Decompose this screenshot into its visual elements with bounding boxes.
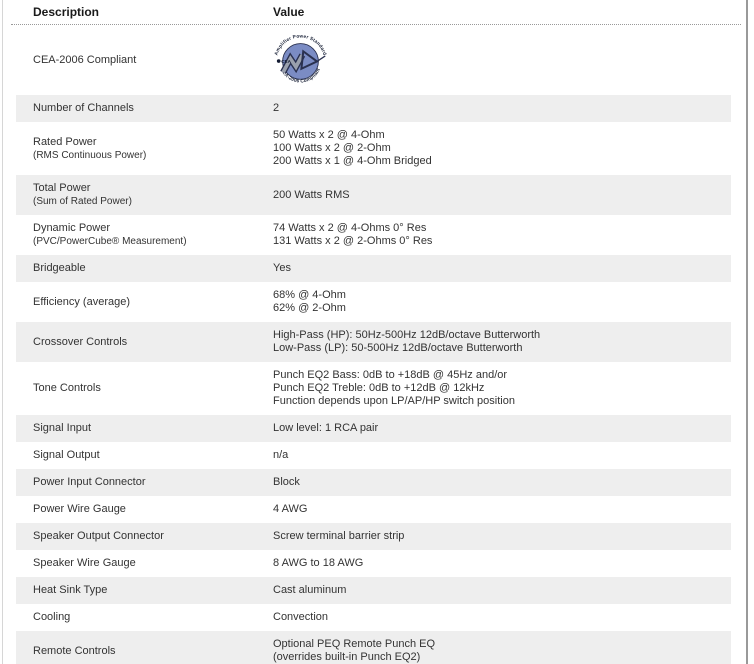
spec-value-line: 50 Watts x 2 @ 4-Ohm (273, 129, 385, 141)
spec-label-cell (16, 222, 273, 248)
spec-value-cell (273, 329, 731, 355)
spec-value-cell (273, 222, 731, 248)
spec-value-line: Yes (273, 262, 291, 274)
spec-value-line: Optional PEQ Remote Punch EQ (273, 638, 436, 650)
spec-label: Total Power (33, 182, 91, 194)
logo-top-arc-text: Amplifier Power Standard (274, 34, 327, 57)
spec-label: Bridgeable (33, 262, 86, 274)
spec-label-cell (16, 382, 273, 395)
spec-label-cell (16, 136, 273, 162)
table-row (16, 175, 731, 215)
spec-label: Crossover Controls (33, 335, 128, 348)
spec-value-line: 200 Watts RMS (273, 188, 350, 201)
spec-value-cell (273, 289, 731, 315)
table-row (16, 523, 731, 550)
spec-label: Power Input Connector (33, 476, 146, 488)
spec-label-cell (16, 102, 273, 115)
spec-value-cell (273, 422, 731, 435)
table-row (16, 255, 731, 282)
spec-label-cell (16, 503, 273, 516)
spec-value-cell (273, 638, 731, 664)
page-right-border (746, 0, 748, 664)
spec-value-line: Punch EQ2 Treble: 0dB to +12dB @ 12kHz (273, 382, 485, 394)
spec-value-line: Low-Pass (LP): 50-500Hz 12dB/octave Butterworth (273, 342, 523, 354)
spec-label-cell (16, 422, 273, 435)
spec-value-line: 8 AWG to 18 AWG (273, 557, 364, 569)
table-row (16, 122, 731, 175)
spec-value-cell (273, 557, 731, 570)
spec-value-cell (273, 449, 731, 462)
spec-sublabel: (Sum of Rated Power) (33, 196, 132, 207)
spec-label-cell (16, 645, 273, 658)
spec-value-line: 62% @ 2-Ohm (273, 302, 346, 314)
spec-value-cell (273, 262, 731, 275)
spec-value-line: 200 Watts x 1 @ 4-Ohm Bridged (273, 155, 432, 167)
spec-label-cell (16, 611, 273, 624)
spec-label: Remote Controls (33, 644, 116, 657)
spec-label: Signal Output (33, 449, 100, 461)
spec-value-line: 131 Watts x 2 @ 2-Ohms 0° Res (273, 235, 433, 247)
table-row (16, 362, 731, 415)
spec-label: Power Wire Gauge (33, 503, 126, 515)
table-row (16, 415, 731, 442)
spec-label-cell (16, 584, 273, 597)
description-column-header: Description (33, 5, 100, 19)
spec-label-cell (16, 557, 273, 570)
logo-cea-text: CEA (281, 58, 291, 64)
spec-value-line: Screw terminal barrier strip (273, 530, 405, 542)
spec-sublabel: (PVC/PowerCube® Measurement) (33, 236, 187, 247)
page-left-border (2, 0, 3, 664)
value-column-header: Value (273, 5, 305, 19)
table-row (16, 604, 731, 631)
table-row (16, 577, 731, 604)
spec-value-line: Block (273, 476, 300, 488)
table-row (16, 442, 731, 469)
spec-value-cell (273, 503, 731, 516)
spec-value-line: High-Pass (HP): 50Hz-500Hz 12dB/octave Butterworth (273, 329, 541, 341)
spec-value-line: n/a (273, 449, 289, 461)
spec-value-cell (273, 530, 731, 543)
table-row (16, 550, 731, 577)
spec-label-cell (16, 54, 273, 67)
logo-registered-mark (277, 59, 281, 63)
table-row (16, 322, 731, 362)
spec-value-line: (overrides built-in Punch EQ2) (273, 651, 421, 663)
spec-label: Number of Channels (33, 102, 134, 114)
spec-label: Tone Controls (33, 382, 101, 394)
spec-value-cell (273, 369, 731, 408)
spec-value-cell (273, 32, 731, 89)
spec-value-line: 100 Watts x 2 @ 2-Ohm (273, 142, 391, 154)
table-row (16, 631, 731, 664)
spec-value-cell (273, 102, 731, 115)
spec-value-line: Cast aluminum (273, 584, 347, 596)
spec-label: Dynamic Power (33, 222, 111, 234)
spec-value-line: 4 AWG (273, 503, 308, 515)
spec-label: Signal Input (33, 422, 92, 434)
table-row (16, 26, 731, 95)
spec-table (16, 26, 731, 664)
spec-label-cell (16, 262, 273, 275)
spec-label: Cooling (33, 611, 71, 623)
spec-value-cell (273, 611, 731, 624)
spec-value-line: Function depends upon LP/AP/HP switch position (273, 395, 515, 407)
spec-value-cell (273, 189, 731, 202)
logo-bottom-arc-text: CEA-2006 Compliant (278, 67, 322, 85)
spec-label: CEA-2006 Compliant (33, 54, 137, 66)
spec-label: Rated Power (33, 135, 97, 148)
table-row (16, 215, 731, 255)
table-row (16, 469, 731, 496)
spec-label-cell (16, 476, 273, 489)
spec-label: Speaker Wire Gauge (33, 557, 136, 569)
spec-sublabel: (RMS Continuous Power) (33, 149, 147, 161)
cea-2006-logo-icon (273, 32, 328, 89)
spec-value-line: 74 Watts x 2 @ 4-Ohms 0° Res (273, 222, 427, 234)
spec-value-line: Punch EQ2 Bass: 0dB to +18dB @ 45Hz and/or (273, 369, 508, 381)
spec-label-cell (16, 336, 273, 349)
spec-value-cell (273, 584, 731, 597)
spec-value-cell (273, 129, 731, 168)
spec-value-line: 2 (273, 102, 280, 114)
table-row (16, 282, 731, 322)
spec-label-cell (16, 530, 273, 543)
spec-table-header (11, 0, 741, 25)
spec-value-line: Low level: 1 RCA pair (273, 422, 379, 434)
spec-label: Heat Sink Type (33, 584, 108, 596)
spec-value-line: Convection (273, 611, 329, 623)
spec-label-cell (16, 296, 273, 309)
spec-label-cell (16, 449, 273, 462)
spec-value-cell (273, 476, 731, 489)
table-row (16, 496, 731, 523)
spec-label: Efficiency (average) (33, 295, 131, 308)
spec-value-line: 68% @ 4-Ohm (273, 289, 346, 301)
table-row (16, 95, 731, 122)
spec-label: Speaker Output Connector (33, 530, 164, 542)
spec-label-cell (16, 182, 273, 208)
